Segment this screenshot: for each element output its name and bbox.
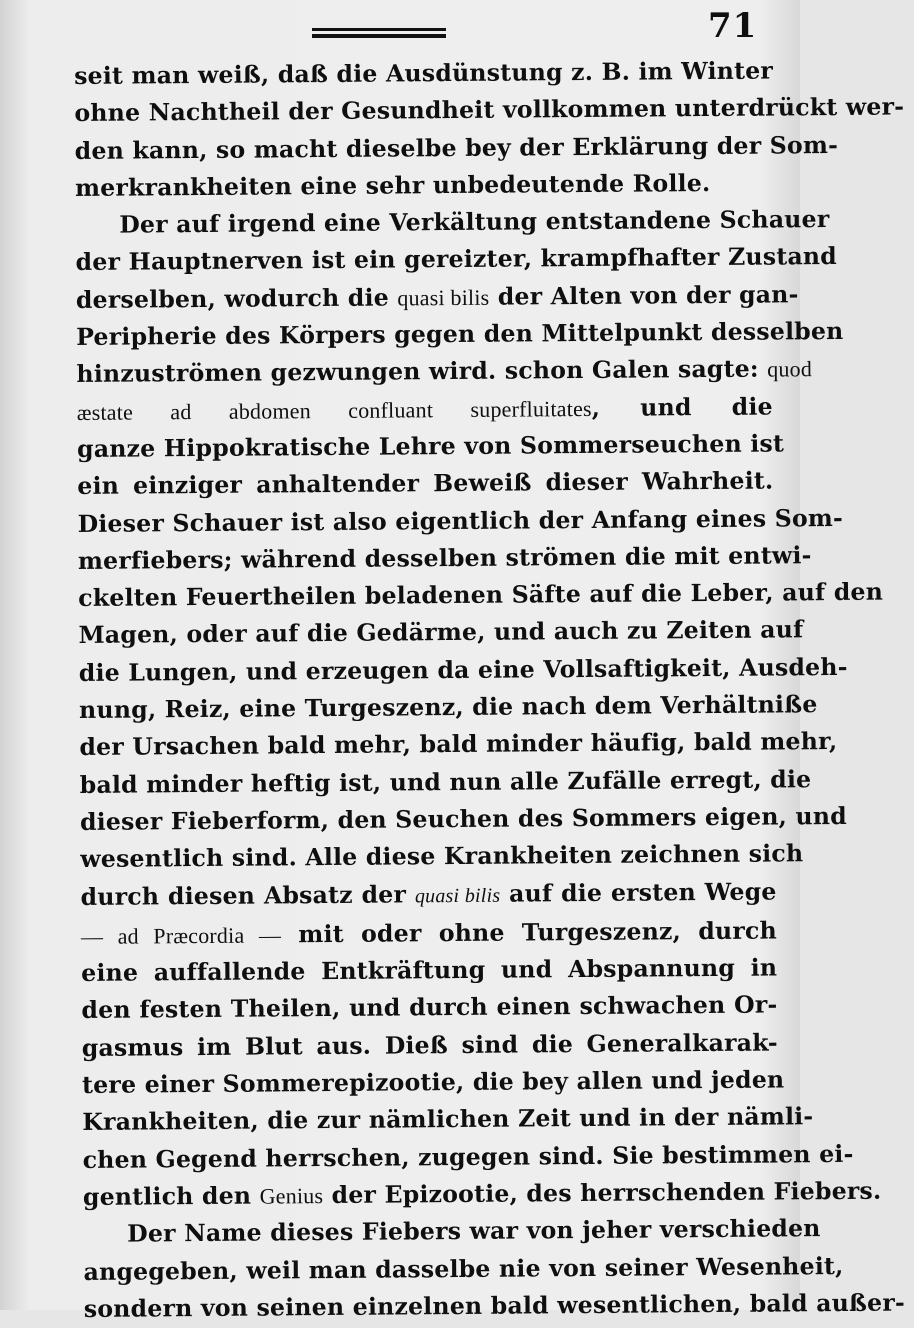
text-segment: auf die ersten Wege <box>500 877 777 908</box>
text-segment: der Ursachen bald mehr, bald minder häufig, bald mehr, <box>79 727 838 762</box>
text-segment: ohne Nachtheil der Gesundheit vollkommen unterdrückt wer- <box>74 92 905 128</box>
text-segment: quasi bilis <box>414 884 501 907</box>
text-segment: — ad Præcordia — <box>80 922 282 949</box>
text-line <box>74 90 905 133</box>
text-line <box>75 164 771 207</box>
header-rule <box>312 28 446 38</box>
text-line <box>79 687 818 730</box>
text-line <box>77 500 844 543</box>
text-line <box>80 873 776 918</box>
text-segment: die Lungen, und erzeugen da eine Vollsaftigkeit, Ausdeh- <box>78 652 848 687</box>
text-line <box>79 761 812 804</box>
text-segment: den kann, so macht dieselbe bey der Erklärung der Som- <box>74 130 839 165</box>
text-line <box>81 912 777 955</box>
text-segment: merfiebers; während desselben strömen die mit entwi- <box>77 541 812 575</box>
text-line <box>77 537 812 580</box>
text-line <box>74 127 839 170</box>
text-line <box>79 724 838 767</box>
text-line <box>82 1136 854 1179</box>
text-segment: eine auffallende Entkräftung und Abspannung in <box>81 953 778 988</box>
text-segment: , und die <box>591 392 773 422</box>
text-segment: derselben, wodurch die <box>75 283 398 314</box>
text-segment: seit man weiß, daß die Ausdünstung z. B. im Winter <box>74 56 774 90</box>
text-line <box>78 612 804 655</box>
text-segment: ein einziger anhaltender Beweiß dieser Wahrheit. <box>77 466 774 501</box>
text-segment: der Hauptnerven ist ein gereizter, krampfhafter Zustand <box>75 242 838 277</box>
text-segment: Der Name dieses Fiebers war von jeher verschieden <box>127 1214 821 1248</box>
text-segment: sondern von seinen einzelnen bald wesentlichen, bald außer- <box>83 1288 906 1323</box>
text-line <box>82 1173 882 1216</box>
text-segment: durch diesen Absatz der <box>80 879 415 911</box>
text-segment: Magen, oder auf die Gedärme, und auch zu Zeiten auf <box>78 615 804 650</box>
page-number: 71 <box>708 6 758 46</box>
text-segment: tere einer Sommerepizootie, die bey allen und jeden <box>81 1065 785 1099</box>
text-line <box>81 987 777 1030</box>
text-segment: gentlich den <box>82 1181 260 1211</box>
text-line <box>75 239 838 282</box>
text-segment: Krankheiten, die zur nämlichen Zeit und in der nämli- <box>82 1102 814 1137</box>
text-segment: wesentlich sind. Alle diese Krankheiten zeichnen sich <box>80 839 804 874</box>
text-line <box>82 1024 778 1067</box>
text-segment: ckelten Feuertheilen beladenen Säfte auf die Leber, auf den <box>78 577 884 613</box>
text-segment: der Epizootie, des herrschenden Fiebers. <box>323 1176 882 1209</box>
text-segment: der Alten von der gan- <box>489 280 799 311</box>
text-segment: merkrankheiten eine sehr unbedeutende Rolle. <box>74 168 711 202</box>
text-line <box>81 1062 785 1105</box>
text-segment: dieser Fieberform, den Seuchen des Sommers eigen, und <box>79 801 847 836</box>
text-segment: hinzuströmen gezwungen wird. schon Galen sagte: <box>76 354 768 389</box>
text-line <box>76 351 813 394</box>
text-line <box>77 388 773 431</box>
text-line <box>83 1211 821 1254</box>
text-line <box>74 53 774 96</box>
text-segment: Genius <box>259 1182 324 1209</box>
text-line <box>76 314 844 357</box>
text-line <box>83 1285 906 1328</box>
text-segment: den festen Theilen, und durch einen schwachen Or- <box>81 990 778 1025</box>
text-segment: ganze Hippokratische Lehre von Sommerseuchen ist <box>76 429 785 463</box>
text-segment: æstate ad abdomen confluant superfluitates <box>76 395 592 425</box>
text-segment: nung, Reiz, eine Turgeszenz, die nach dem Verhältniße <box>79 690 818 725</box>
text-line <box>79 798 847 841</box>
text-segment: Der auf irgend eine Verkältung entstandene Schauer <box>119 205 830 239</box>
text-segment: angegeben, weil man dasselbe nie von seiner Wesenheit, <box>83 1251 844 1286</box>
text-line <box>77 463 773 506</box>
body-text <box>74 53 906 1328</box>
text-line <box>81 950 777 993</box>
text-segment: chen Gegend herrschen, zugegen sind. Sie bestimmen ei- <box>82 1139 854 1174</box>
text-line <box>78 649 848 692</box>
text-segment: bald minder heftig ist, und nun alle Zufälle erregt, die <box>79 764 812 799</box>
text-line <box>76 425 785 468</box>
text-line <box>78 575 884 618</box>
text-line <box>75 276 799 319</box>
text-segment: quod <box>767 356 813 382</box>
text-segment: gasmus im Blut aus. Dieß sind die Generalkarak- <box>81 1028 778 1062</box>
text-line <box>75 202 830 245</box>
text-segment: mit oder ohne Turgeszenz, durch <box>280 916 777 949</box>
text-segment: quasi bilis <box>397 284 490 311</box>
text-segment: Dieser Schauer ist also eigentlich der Anfang eines Som- <box>77 503 844 538</box>
text-line <box>82 1099 814 1142</box>
text-line <box>83 1248 844 1291</box>
text-line <box>80 836 804 879</box>
text-segment: Peripherie des Körpers gegen den Mittelpunkt desselben <box>76 317 844 352</box>
